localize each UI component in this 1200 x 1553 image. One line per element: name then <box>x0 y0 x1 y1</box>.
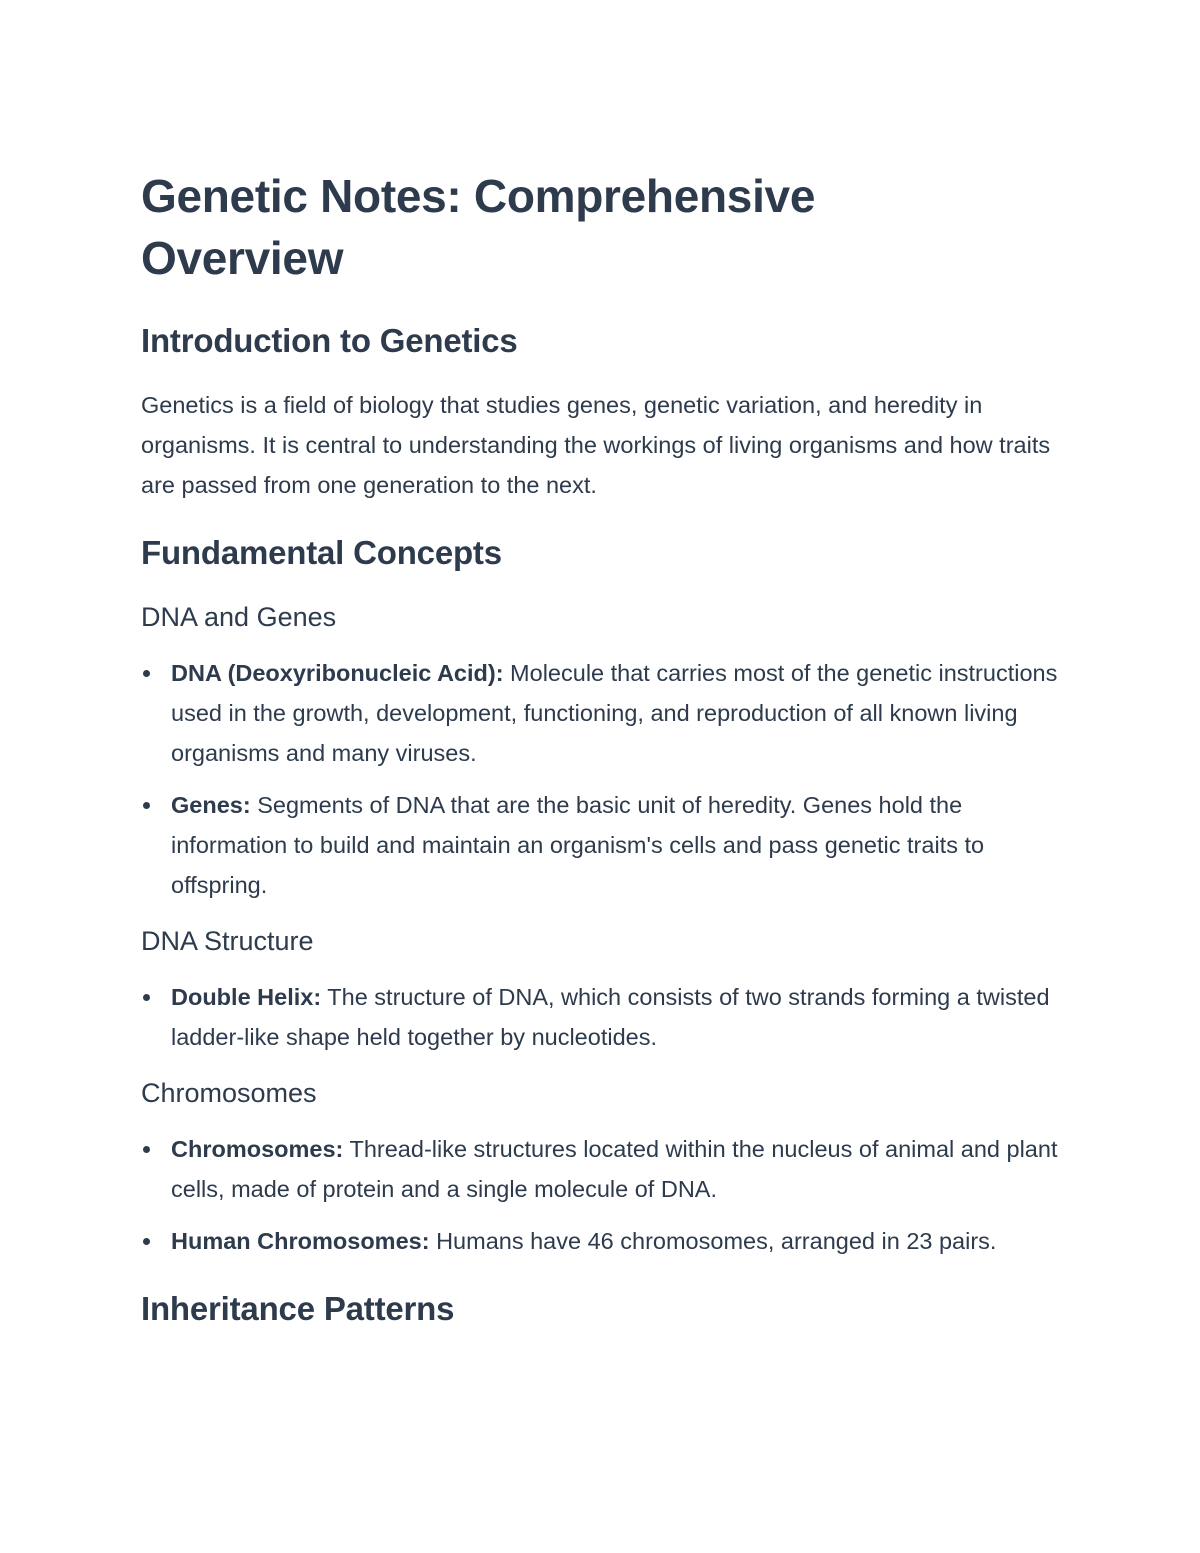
list-item <box>141 977 1061 1057</box>
list-item <box>141 653 1061 773</box>
list-item <box>141 785 1061 905</box>
dna-structure-list <box>141 977 1061 1057</box>
bullet-icon <box>143 670 150 677</box>
term-description: The structure of DNA, which consists of two strands forming a twisted ladder-like shape held together by nucleotides. <box>171 984 1050 1050</box>
list-item <box>141 1129 1061 1209</box>
intro-paragraph: Genetics is a field of biology that studies genes, genetic variation, and heredity in organisms. It is central to understanding the workings of living organisms and how traits are passed from one generation to the next. <box>141 392 1051 498</box>
bullet-icon <box>143 1238 150 1245</box>
bullet-icon <box>143 802 150 809</box>
list-item <box>141 1221 1061 1261</box>
section-heading-fundamentals: Fundamental Concepts <box>141 534 502 571</box>
term-label: DNA (Deoxyribonucleic Acid): <box>171 660 504 686</box>
section-heading-introduction: Introduction to Genetics <box>141 322 518 359</box>
term-description: Segments of DNA that are the basic unit of heredity. Genes hold the information to build and maintain an organism's cells and pass genetic traits to offspring. <box>171 792 985 898</box>
chromosomes-list <box>141 1129 1061 1261</box>
bullet-icon <box>143 1146 150 1153</box>
dna-genes-list <box>141 653 1061 905</box>
subsection-heading-chromosomes: Chromosomes <box>141 1078 317 1108</box>
term-description: Thread-like structures located within the nucleus of animal and plant cells, made of protein and a single molecule of DNA. <box>171 1136 1058 1202</box>
term-description: Humans have 46 chromosomes, arranged in 23 pairs. <box>429 1228 997 1254</box>
term-label: Genes: <box>171 792 251 818</box>
term-label: Chromosomes: <box>171 1136 344 1162</box>
document-title: Genetic Notes: Comprehensive Overview <box>141 170 816 284</box>
bullet-icon <box>143 994 150 1001</box>
term-description: Molecule that carries most of the genetic instructions used in the growth, development, functioning, and reproduction of all known living organisms and many viruses. <box>171 660 1058 766</box>
subsection-heading-dna-genes: DNA and Genes <box>141 602 337 632</box>
term-label: Double Helix: <box>171 984 322 1010</box>
section-heading-inheritance: Inheritance Patterns <box>141 1290 455 1327</box>
subsection-heading-dna-structure: DNA Structure <box>141 926 314 956</box>
term-label: Human Chromosomes: <box>171 1228 430 1254</box>
document-page <box>141 165 1061 1331</box>
